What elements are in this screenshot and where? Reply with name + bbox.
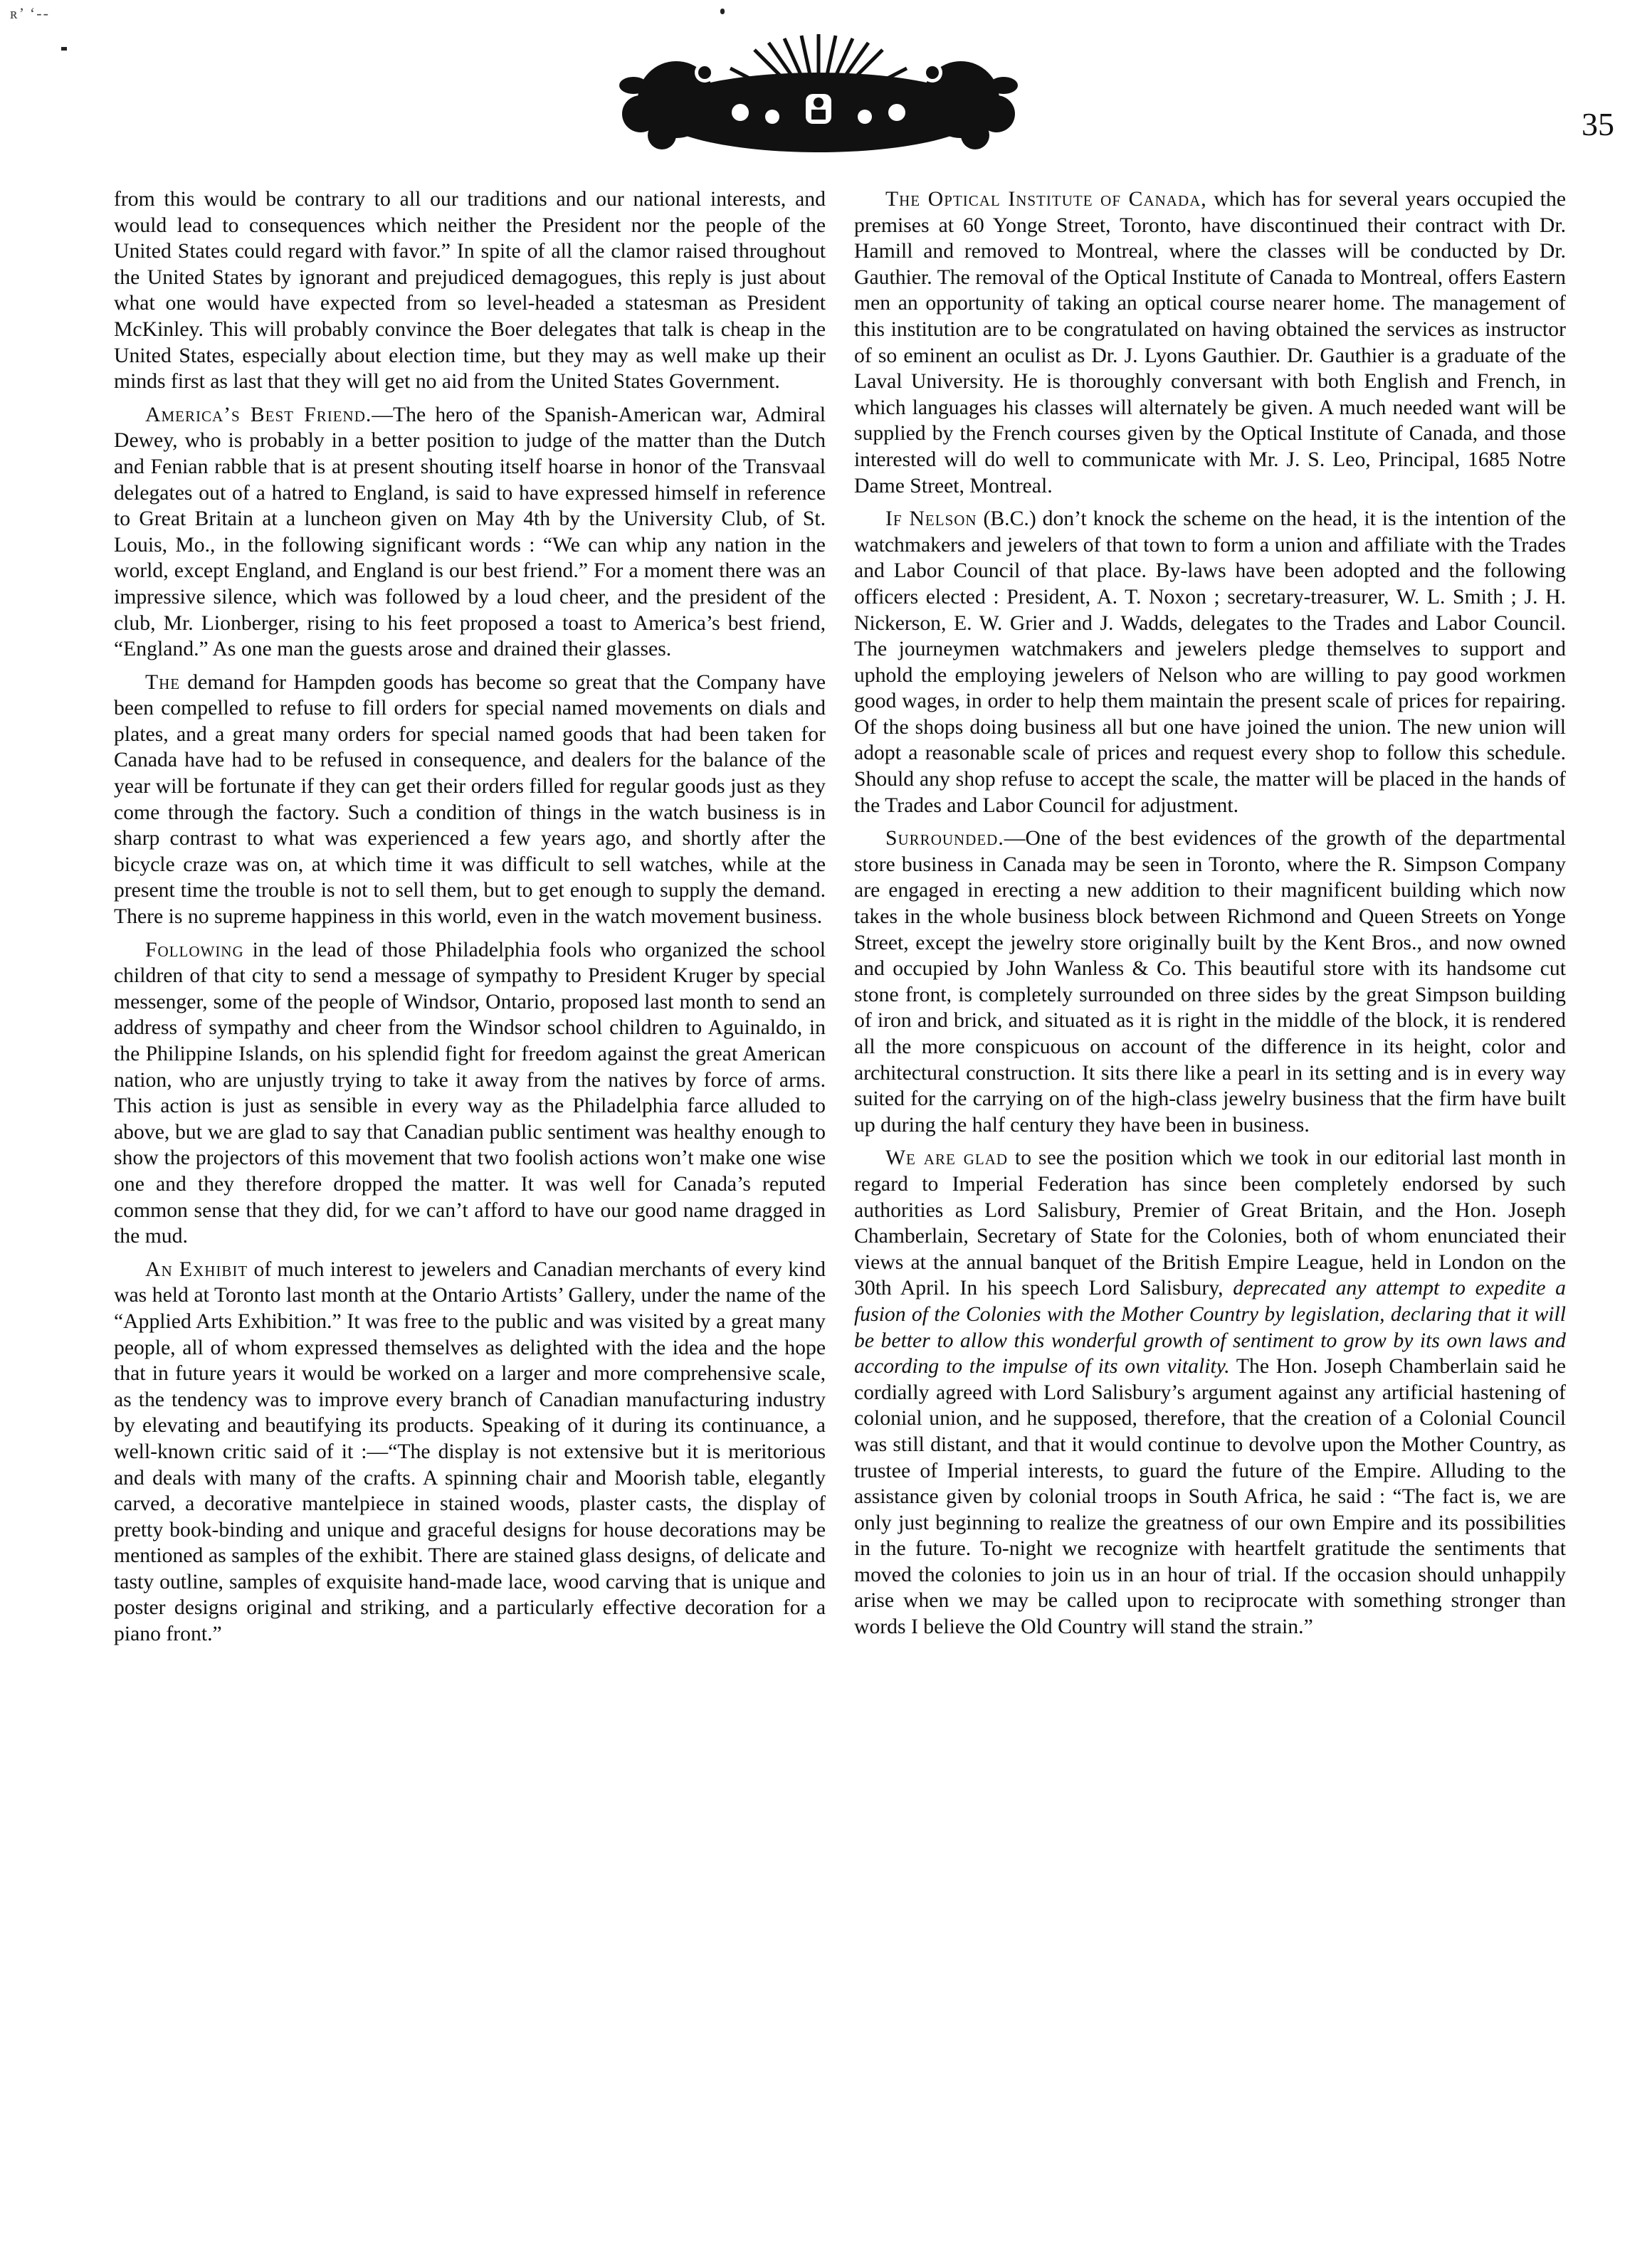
paragraph: America’s Best Friend.—The hero of the Spanish-American war, Admiral Dewey, who is probably in a better position to judge of the matter than the Dutch and Fenian rabble that is at present shouting itself hoarse in honor of the Transvaal delegates out of a hatred to England, is said to have expressed himself in reference to Great Britain at a luncheon given on May 4th by the University Club, of St. Louis, Mo., in the following significant words : “We can whip any nation in the world, except England, and England is our best friend.” For a moment there was an impressive silence, which was followed by a loud cheer, and the president of the club, Mr. Lionberger, rising to his feet proposed a toast to America’s best friend, “England.” As one man the guests arose and drained their glasses. <box>114 403 826 661</box>
paragraph-lead: America’s Best Friend. <box>145 403 372 426</box>
paragraph-lead: Surrounded. <box>885 827 1004 850</box>
paragraph-lead: The Optical Institute of Canada, <box>885 188 1207 211</box>
paragraph-lead: An Exhibit <box>145 1258 248 1281</box>
stray-mark <box>61 47 67 51</box>
paragraph: An Exhibit of much interest to jewelers and Canadian merchants of every kind was held at Toronto last month at the Ontario Artists’ Gallery, under the name of the “Applied Arts Exhibition.” It was free to the public and was visited by a great many people, all of whom expressed themselves as delighted with the idea and the hope that in future years it would be worked on a larger and more comprehensive scale, as the tendency was to improve every branch of Canadian manufacturing industry by elevating and beautifying its products. Speaking of it during its continuance, a well-known critic said of it :—“The display is not extensive but it is meritorious and deals with many of the crafts. A spinning chair and Moorish table, elegantly carved, a decorative mantelpiece in stained woods, plaster casts, the display of pretty book-binding and unique and graceful designs for house decorations may be mentioned as samples of the exhibit. There are stained glass designs, of delicate and tasty outline, samples of exquisite hand-made lace, wood carving that is unique and poster designs original and striking, and a particularly effective decoration for a piano front.” <box>114 1258 826 1646</box>
paragraph: Surrounded.—One of the best evidences of the growth of the departmental store business in Canada may be seen in Toronto, where the R. Simpson Company are engaged in erecting a new addition to their magnificent building which now takes in the whole business block between Richmond and Queen Streets on Yonge Street, except the jewelry store originally built by the Kent Bros., and now owned and occupied by John Wanless & Co. This beautiful store with its handsome cut stone front, is completely surrounded on three sides by the great Simpson building of iron and brick, and situated as it is right in the middle of the block, it is rendered all the more conspicuous on account of the difference in its height, color and architectural construction. It sits there like a pearl in its setting and is in every way suited for the carrying on of the high-class jewelry business that the firm have built up during the half century they have been in business. <box>854 827 1566 1137</box>
paragraph: The Optical Institute of Canada, which has for several years occupied the premises at 60 Yonge Street, Toronto, have discontinued their contract with Dr. Hamill and removed to Montreal, where the classes will be conducted by Dr. Gauthier. The removal of the Optical Institute of Canada to Montreal, offers Eastern men an opportunity of taking an optical course nearer home. The management of this institution are to be congratulated on having obtained the services as instructor of so eminent an oculist as Dr. J. Lyons Gauthier. Dr. Gauthier is a graduate of the Laval University. He is thoroughly conversant with both English and French, in which languages his classes will alternately be given. A much needed want will be supplied by the French courses given by the Optical Institute of Canada, and those interested will do well to communicate with Mr. J. S. Leo, Principal, 1685 Notre Dame Street, Montreal. <box>854 188 1566 497</box>
paragraph-lead: Following <box>145 938 244 961</box>
italic-quote: deprecated any attempt to expedite a fusion of the Colonies with the Mother Country by legislation, declaring that it will be better to allow this wonderful growth of sentiment to grow by its own laws and according to the impulse of its own vitality. <box>854 1277 1566 1378</box>
paragraph: from this would be contrary to all our traditions and our national interests, and would lead to consequences which neither the President nor the people of the United States could regard with favor.” In spite of all the clamor raised throughout the United States by ignorant and prejudiced demagogues, this reply is just about what one would have expected from so level-headed a statesman as President McKinley. This will probably convince the Boer delegates that talk is cheap in the United States, especially about election time, but they may as well make up their minds first as last that they will get no aid from the United States Government. <box>114 188 826 394</box>
corner-marks: ʀ’ ‘-- <box>10 4 50 22</box>
page-number: 35 <box>1582 106 1614 142</box>
paragraph-lead: If Nelson <box>885 507 977 531</box>
paragraph: If Nelson (B.C.) don’t knock the scheme on the head, it is the intention of the watchmakers and jewelers of that town to form a union and affiliate with the Trades and Labor Council of that place. By-laws have been adopted and the following officers elected : President, A. T. Noxon ; secretary-treasurer, W. L. Smith ; J. H. Nickerson, E. W. Grier and J. Wadds, delegates to the Trades and Labor Council. The journeymen watchmakers and jewelers pledge themselves to support and uphold the employing jewelers of Nelson who are willing to pay good workmen good wages, in order to help them maintain the present scale of prices for repairing. Of the shops doing business all but one have joined the union. The new union will adopt a reasonable scale of prices and request every shop to follow this schedule. Should any shop refuse to accept the scale, the matter will be placed in the hands of the Trades and Labor Council for adjustment. <box>854 507 1566 817</box>
header-ornament <box>619 28 1018 157</box>
paragraph: We are glad to see the position which we took in our editorial last month in regard to Imperial Federation has since been completely endorsed by such authorities as Lord Salisbury, Premier of Great Britain, and the Hon. Joseph Chamberlain, Secretary of State for the Colonies, both of whom enunciated their views at the annual banquet of the British Empire League, held in London on the 30th April. In his speech Lord Salisbury, deprecated any attempt to expedite a fusion of the Colonies with the Mother Country by legislation, declaring that it will be better to allow this wonderful growth of sentiment to grow by its own laws and according to the impulse of its own vitality. The Hon. Joseph Chamberlain said he cordially agreed with Lord Salisbury’s argument against any artificial hastening of colonial union, and he supposed, therefore, that the creation of a Colonial Council was still distant, and that it would continue to devolve upon the Mother Country, as trustee of Imperial interests, to guard the future of the Empire. Alluding to the assistance given by colonial troops in South Africa, he said : “The fact is, we are only just beginning to realize the greatness of our own Empire and its possibilities in the future. To-night we recognize with heartfelt gratitude the sentiments that moved the colonies to join us in an hour of trial. If the occasion should unhappily arise when we may be called upon to reciprocate with something stronger than words I believe the Old Country will stand the strain.” <box>854 1146 1566 1639</box>
paragraph-lead: We are glad <box>885 1146 1009 1170</box>
paragraph: The demand for Hampden goods has become so great that the Company have been compelled to refuse to fill orders for special named movements on dials and plates, and a great many orders for special named goods that had been taken for Canada have had to be refused in consequence, and dealers for the balance of the year will be fortunate if they can get their orders filled for regular goods just as they come through the factory. Such a condition of things in the watch business is in sharp contrast to what was experienced a few years ago, and shortly after the bicycle craze was on, at which time it was difficult to sell watches, while at the present time the trouble is not to sell them, but to get enough to supply the demand. There is no supreme happiness in this world, even in the watch movement business. <box>114 670 826 929</box>
paragraph-lead: The <box>145 670 181 694</box>
stray-mark <box>720 9 725 14</box>
paragraph: Following in the lead of those Philadelphia fools who organized the school children of that city to send a message of sympathy to President Kruger by special messenger, some of the people of Windsor, Ontario, proposed last month to send an address of sympathy and cheer from the Windsor school children to Aguinaldo, in the Philippine Islands, on his splendid fight for freedom against the great American nation, who are unjustly trying to take it away from the natives by force of arms. This action is just as sensible in every way as the Philadelphia farce alluded to above, but we are glad to say that Canadian public sentiment was healthy enough to show the projectors of this movement that two foolish actions won’t make one wise one and they therefore dropped the matter. It was well for Canada’s reputed common sense that they did, for we can’t afford to have our good name dragged in the mud. <box>114 938 826 1248</box>
right-column <box>854 186 1566 1648</box>
left-column <box>114 186 826 1655</box>
